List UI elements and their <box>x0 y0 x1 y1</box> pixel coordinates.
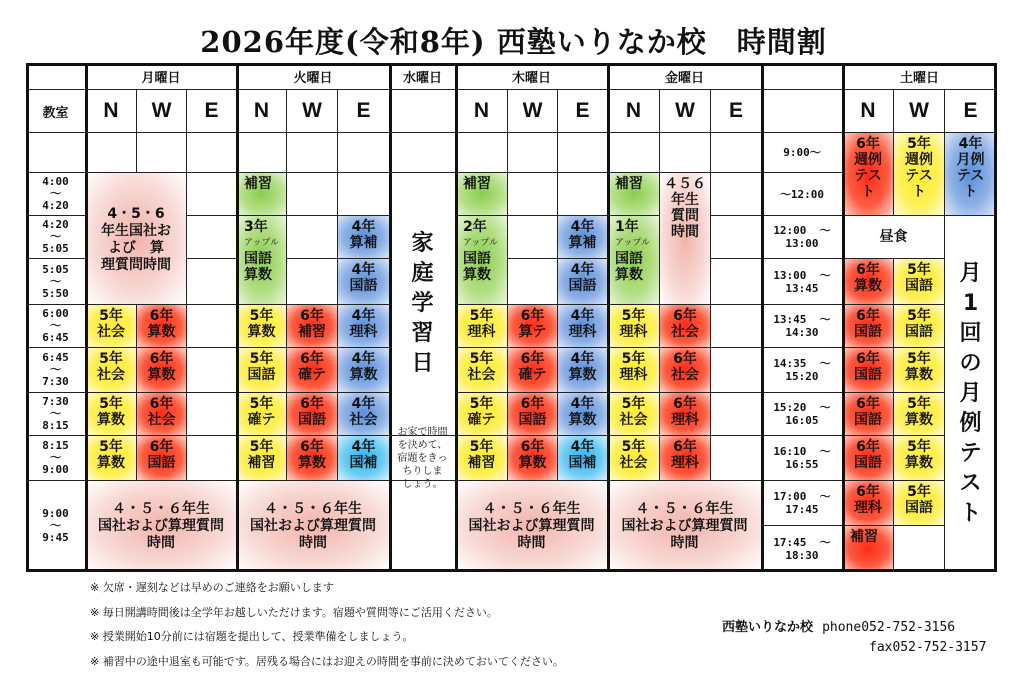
day-header-tue: 火曜日 <box>237 63 390 90</box>
class-cell: 5年 算数 <box>894 436 945 481</box>
sat-time-label: 12:00 ～ 13:00 <box>762 216 843 259</box>
empty-cell <box>187 393 237 436</box>
class-cell: 5年 理科 <box>456 305 508 348</box>
empty-cell <box>508 259 558 305</box>
day-header-wed: 水曜日 <box>390 63 456 90</box>
empty-cell <box>711 133 762 173</box>
class-cell: 6年 国語 <box>843 305 894 348</box>
class-cell: 5年 社会 <box>608 393 660 436</box>
empty-cell <box>287 133 338 173</box>
apple-label: アップル <box>615 238 651 248</box>
class-cell: 5年 国語 <box>237 348 287 393</box>
home-study-day: 家 庭 学 習 日 <box>390 173 456 436</box>
time-slot-label: 7:30 ～ 8:15 <box>26 393 86 436</box>
sat-time-label: 13:00 ～ 13:45 <box>762 259 843 305</box>
class-cell: 5年 国語 <box>894 259 945 305</box>
room-e-header: E <box>945 90 997 133</box>
class-cell: 4年 算補 <box>338 216 390 259</box>
test-cell: 6年 週例 テス ト <box>843 133 894 216</box>
grade-label: 3年 <box>244 219 268 235</box>
subject-label: 国語 算数 <box>615 251 643 283</box>
class-cell: 5年 確テ <box>456 393 508 436</box>
class-cell: 4年 理科 <box>558 305 608 348</box>
class-cell: 6年 国語 <box>508 393 558 436</box>
room-n-header: N <box>237 90 287 133</box>
lunch-cell: 昼食 <box>843 216 945 259</box>
empty-cell <box>711 173 762 216</box>
class-cell: 5年 社会 <box>456 348 508 393</box>
empty-cell <box>390 481 456 572</box>
empty-cell <box>558 133 608 173</box>
class-cell: 6年 社会 <box>660 305 711 348</box>
class-cell: 5年 算数 <box>86 436 137 481</box>
class-cell: 6年 理科 <box>843 481 894 526</box>
class-cell: 4年 国語 <box>338 259 390 305</box>
hoshu-cell: 補習 <box>608 173 660 216</box>
class-cell: 6年 確テ <box>287 348 338 393</box>
question-time-block: ４５６ 年生 質問 時間 <box>660 173 711 305</box>
room-w-header: W <box>894 90 945 133</box>
empty-cell <box>287 216 338 259</box>
time-slot-label: 8:15 ～ 9:00 <box>26 436 86 481</box>
sat-time-label: 16:10 ～ 16:55 <box>762 436 843 481</box>
class-cell: 5年 理科 <box>608 348 660 393</box>
class-cell: 5年 社会 <box>608 436 660 481</box>
empty-cell <box>711 305 762 348</box>
class-cell: 6年 算数 <box>137 305 187 348</box>
class-cell: 4年 社会 <box>338 393 390 436</box>
empty-cell <box>508 133 558 173</box>
day-header-mon: 月曜日 <box>86 63 237 90</box>
class-cell: 6年 確テ <box>508 348 558 393</box>
empty-cell <box>711 393 762 436</box>
empty-cell <box>711 216 762 259</box>
empty-cell <box>338 133 390 173</box>
empty-cell <box>508 216 558 259</box>
empty-cell <box>660 133 711 173</box>
empty-cell <box>711 259 762 305</box>
class-cell: 4年 理科 <box>338 305 390 348</box>
room-w-header: W <box>660 90 711 133</box>
empty-cell <box>508 173 558 216</box>
class-cell: 6年 理科 <box>660 393 711 436</box>
class-cell: 6年 国語 <box>137 436 187 481</box>
room-e-header: E <box>558 90 608 133</box>
apple-class-cell <box>608 216 660 305</box>
class-cell: 6年 算数 <box>137 348 187 393</box>
class-cell: 6年 算数 <box>287 436 338 481</box>
contact-info <box>722 618 986 658</box>
home-study-note: お家で時間 を決めて、 宿題をきっ ちりしま しょう。 <box>390 436 456 481</box>
class-cell: 6年 国語 <box>843 436 894 481</box>
note-4: ※ 補習中の途中退室も可能です。居残る場合にはお迎えの時間を事前に決めておいてください。 <box>90 654 564 668</box>
grade-label: 1年 <box>615 219 639 235</box>
grade-label: 2年 <box>463 219 487 235</box>
empty-cell <box>338 173 390 216</box>
sat-time-label: 13:45 ～ 14:30 <box>762 305 843 348</box>
sat-time-label: 15:20 ～ 16:05 <box>762 393 843 436</box>
empty-cell <box>390 133 456 173</box>
question-time-block: 4・5・6 年生国社お よび 算 理質問時間 <box>86 173 187 305</box>
time-slot-label: 6:00 ～ 6:45 <box>26 305 86 348</box>
test-cell: 4年 月例 テス ト <box>945 133 997 216</box>
empty-cell <box>187 216 237 259</box>
class-cell: 5年 算数 <box>86 393 137 436</box>
room-n-header: N <box>608 90 660 133</box>
empty-cell <box>287 259 338 305</box>
empty-cell <box>711 436 762 481</box>
room-w-header: W <box>508 90 558 133</box>
class-cell: 6年 国語 <box>843 393 894 436</box>
subject-label: 国語 算数 <box>463 251 491 283</box>
sat-time-label: 14:35 ～ 15:20 <box>762 348 843 393</box>
class-cell: 4年 国補 <box>338 436 390 481</box>
class-cell: 6年 理科 <box>660 436 711 481</box>
empty-cell <box>187 259 237 305</box>
class-cell: 6年 社会 <box>137 393 187 436</box>
room-e-header: E <box>187 90 237 133</box>
class-cell: 5年 国語 <box>894 305 945 348</box>
sat-time-header <box>762 63 843 90</box>
timetable <box>26 63 997 572</box>
room-e-header: E <box>338 90 390 133</box>
hoshu-cell: 補習 <box>843 526 894 572</box>
time-blank <box>26 133 86 173</box>
time-slot-label: 4:20 ～ 5:05 <box>26 216 86 259</box>
day-header-sat: 土曜日 <box>843 63 997 90</box>
test-cell: 5年 週例 テス ト <box>894 133 945 216</box>
empty-cell <box>187 173 237 216</box>
class-cell: 6年 算テ <box>508 305 558 348</box>
apple-label: アップル <box>244 238 280 248</box>
class-cell: 4年 算数 <box>558 348 608 393</box>
class-cell: 4年 国補 <box>558 436 608 481</box>
room-sat-time-header <box>762 90 843 133</box>
class-cell: 5年 社会 <box>86 348 137 393</box>
class-cell: 5年 算数 <box>237 305 287 348</box>
class-cell: 6年 算数 <box>843 259 894 305</box>
empty-cell <box>456 133 508 173</box>
corner-cell <box>26 63 86 90</box>
class-cell: 5年 補習 <box>237 436 287 481</box>
room-n-header: N <box>456 90 508 133</box>
empty-cell <box>187 348 237 393</box>
page-title: 2026年度(令和8年) 西塾いりなか校 時間割 <box>200 25 827 59</box>
class-cell: 4年 算数 <box>338 348 390 393</box>
class-cell: 4年 算数 <box>558 393 608 436</box>
apple-label: アップル <box>463 238 499 248</box>
notes <box>90 576 564 674</box>
question-time-block: ４・５・６年生 国社および算理質問 時間 <box>86 481 237 572</box>
sat-time-label: 17:00 ～ 17:45 <box>762 481 843 526</box>
day-header-fri: 金曜日 <box>608 63 762 90</box>
class-cell: 5年 国語 <box>894 481 945 526</box>
empty-cell <box>86 133 137 173</box>
note-3: ※ 授業開始10分前には宿題を提出して、授業準備をしましょう。 <box>90 630 414 643</box>
classroom-header: 教室 <box>26 90 86 133</box>
time-slot-label: 9:00 ～ 9:45 <box>26 481 86 572</box>
hoshu-cell: 補習 <box>456 173 508 216</box>
fax-number: fax052-752-3157 <box>869 640 987 655</box>
apple-class-cell <box>237 216 287 305</box>
empty-cell <box>187 436 237 481</box>
question-time-block: ４・５・６年生 国社および算理質問 時間 <box>608 481 762 572</box>
empty-cell <box>608 133 660 173</box>
class-cell: 4年 国語 <box>558 259 608 305</box>
class-cell: 6年 算数 <box>508 436 558 481</box>
empty-cell <box>894 526 945 572</box>
question-time-block: ４・５・６年生 国社および算理質問 時間 <box>237 481 390 572</box>
time-slot-label: 6:45 ～ 7:30 <box>26 348 86 393</box>
time-slot-label: 4:00 ～ 4:20 <box>26 173 86 216</box>
sat-time-label: ～12:00 <box>762 173 843 216</box>
empty-cell <box>187 133 237 173</box>
class-cell: 4年 算補 <box>558 216 608 259</box>
empty-cell <box>711 348 762 393</box>
note-1: ※ 欠席・遅刻などは早めのご連絡をお願いします <box>90 581 334 594</box>
class-cell: 6年 社会 <box>660 348 711 393</box>
note-2: ※ 毎日開講時間後は全学年お越しいただけます。宿題や質問等にご活用ください。 <box>90 605 498 619</box>
class-cell: 5年 算数 <box>894 348 945 393</box>
apple-class-cell <box>456 216 508 305</box>
class-cell: 5年 理科 <box>608 305 660 348</box>
class-cell: 5年 補習 <box>456 436 508 481</box>
phone-number: phone052-752-3156 <box>822 620 956 635</box>
class-cell: 6年 国語 <box>287 393 338 436</box>
room-w-header: W <box>287 90 338 133</box>
room-e-header: E <box>711 90 762 133</box>
class-cell: 5年 確テ <box>237 393 287 436</box>
monthly-test-cell: 月 1 回 の 月 例 テ ス ト <box>945 216 997 572</box>
empty-cell <box>287 173 338 216</box>
empty-cell <box>558 173 608 216</box>
class-cell: 5年 算数 <box>894 393 945 436</box>
class-cell: 5年 社会 <box>86 305 137 348</box>
class-cell: 6年 国語 <box>843 348 894 393</box>
empty-cell <box>187 305 237 348</box>
school-name: 西塾いりなか校 <box>722 620 814 635</box>
empty-cell <box>137 133 187 173</box>
sat-time-label: 9:00～ <box>762 133 843 173</box>
hoshu-cell: 補習 <box>237 173 287 216</box>
day-header-thu: 木曜日 <box>456 63 608 90</box>
empty-cell <box>237 133 287 173</box>
time-slot-label: 5:05 ～ 5:50 <box>26 259 86 305</box>
subject-label: 国語 算数 <box>244 251 272 283</box>
question-time-block: ４・５・６年生 国社および算理質問 時間 <box>456 481 608 572</box>
room-w-header: W <box>137 90 187 133</box>
room-n-header: N <box>86 90 137 133</box>
room-n-header: N <box>843 90 894 133</box>
room-wed-header <box>390 90 456 133</box>
class-cell: 6年 補習 <box>287 305 338 348</box>
sat-time-label: 17:45 ～ 18:30 <box>762 526 843 572</box>
